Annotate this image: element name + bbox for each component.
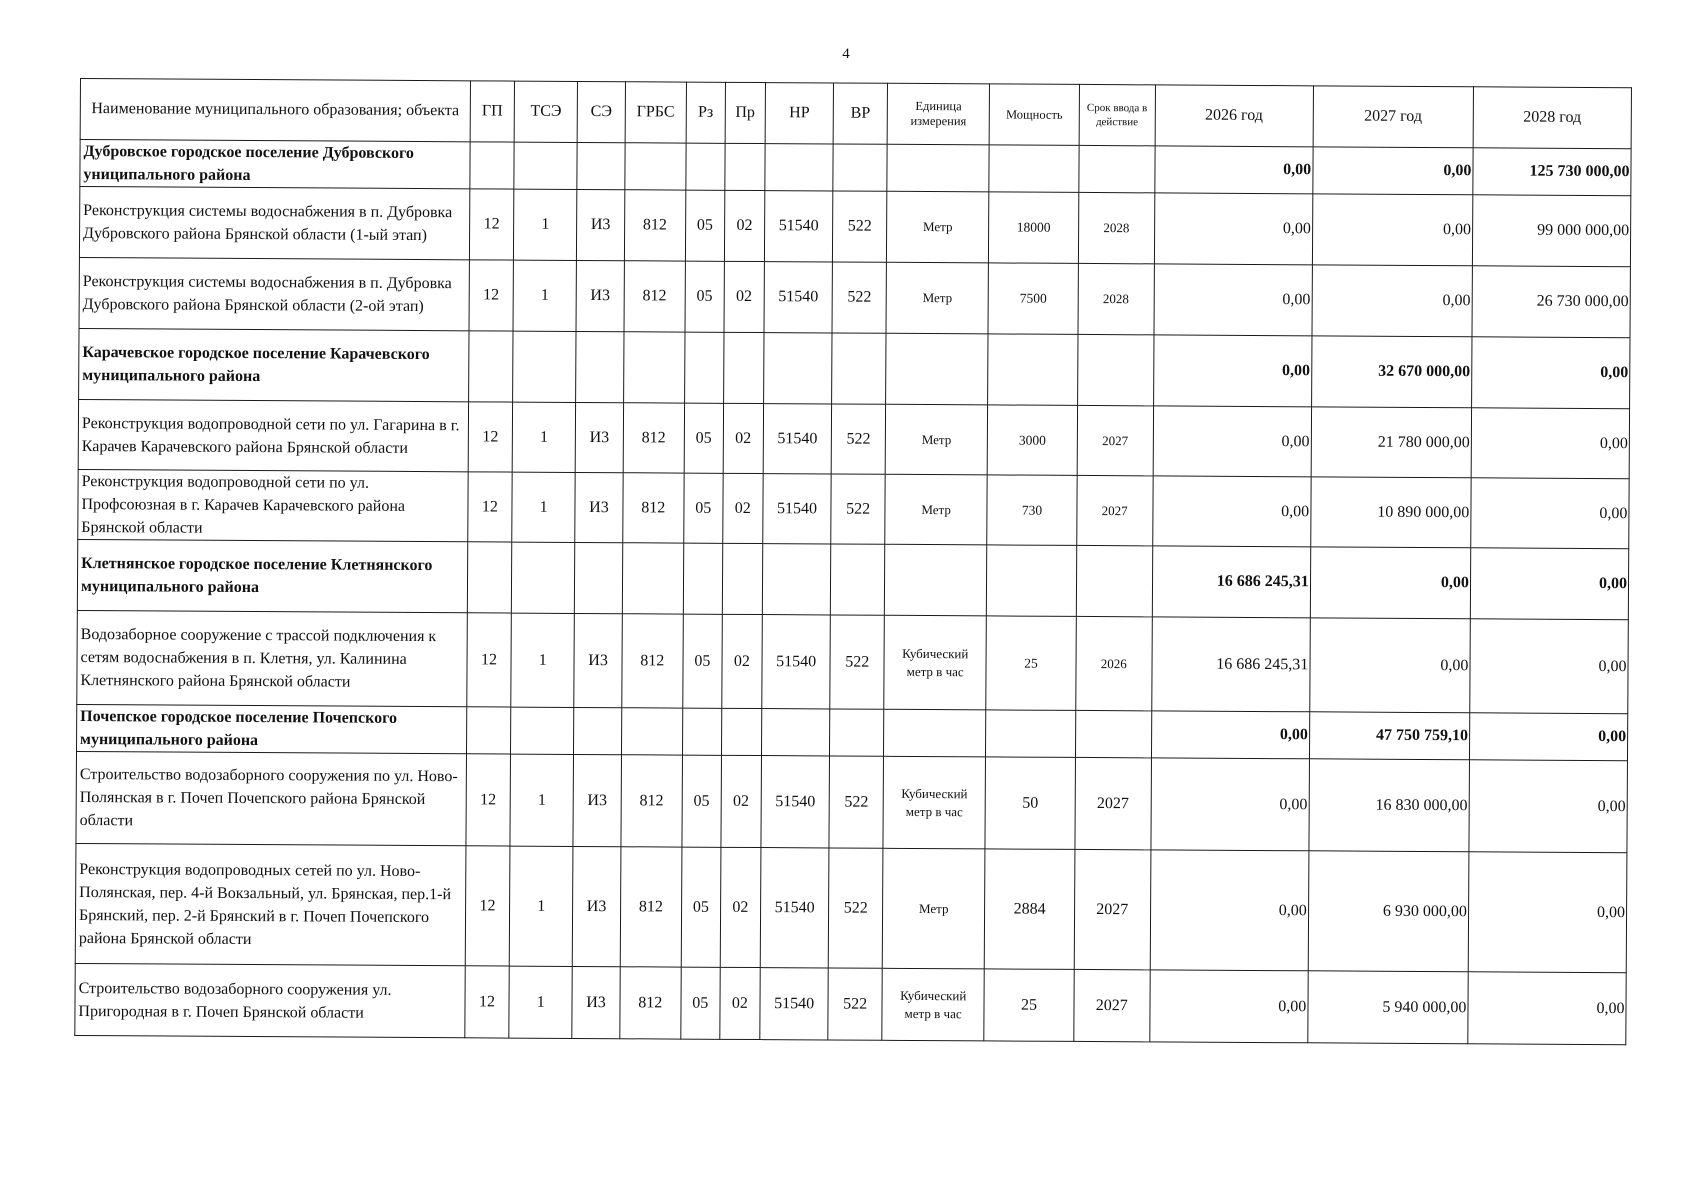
cell-se: И3 xyxy=(575,402,623,472)
cell-pr: 02 xyxy=(723,403,763,473)
table-row xyxy=(75,843,1627,972)
group-total-2028: 125 730 000,00 xyxy=(1473,148,1631,196)
group-total-2026: 0,00 xyxy=(1153,335,1311,407)
object-name: Реконструкция водопроводных сетей по ул. Ново-Полянская, пер. 4-й Вокзальный, ул. Брянская, пер.1-й Брянский, пер. 2-й Брянский в г. Почеп Почепского района Брянской области xyxy=(75,843,466,965)
header-term: Срок ввода в действие xyxy=(1079,84,1155,145)
table-row xyxy=(79,187,1630,267)
group-total-2027: 47 750 759,10 xyxy=(1309,712,1469,760)
cell-gp: 12 xyxy=(468,472,513,542)
cell-se: И3 xyxy=(573,754,621,846)
cell-tse: 1 xyxy=(512,472,576,542)
group-name: Карачевское городское поселение Карачевского муниципального района xyxy=(79,328,469,401)
group-total-2027: 0,00 xyxy=(1313,147,1473,195)
cell-term: 2027 xyxy=(1074,969,1150,1041)
object-name: Реконструкция системы водоснабжения в п. Дубровка Дубровского района Брянской области (2-ой этап) xyxy=(79,257,469,330)
cell-gp: 12 xyxy=(465,966,510,1038)
cell-tse: 1 xyxy=(514,189,578,260)
cell-2026: 0,00 xyxy=(1154,193,1312,265)
header-nr: НР xyxy=(765,83,834,144)
cell-2026: 0,00 xyxy=(1154,264,1312,336)
cell-pr: 02 xyxy=(723,473,763,543)
object-name: Реконструкция системы водоснабжения в п. Дубровка Дубровского района Брянской области (1-ый этап) xyxy=(79,187,469,260)
table-row xyxy=(75,963,1626,1044)
cell-rz: 05 xyxy=(682,755,722,847)
header-pr: Пр xyxy=(725,82,765,143)
cell-capacity: 25 xyxy=(984,969,1074,1042)
cell-grbs: 812 xyxy=(620,967,682,1039)
cell-gp: 12 xyxy=(469,260,514,331)
cell-unit: Кубический метр в час xyxy=(883,756,986,849)
header-grbs: ГРБС xyxy=(625,82,686,143)
cell-gp: 12 xyxy=(465,846,510,966)
cell-nr: 51540 xyxy=(762,615,831,709)
header-gp: ГП xyxy=(470,81,515,142)
cell-grbs: 812 xyxy=(624,190,686,261)
cell-2028: 0,00 xyxy=(1471,408,1630,479)
header-se: СЭ xyxy=(577,81,625,142)
cell-capacity: 50 xyxy=(985,757,1075,850)
cell-term: 2027 xyxy=(1077,475,1153,545)
cell-nr: 51540 xyxy=(764,191,833,262)
cell-capacity: 25 xyxy=(986,616,1076,711)
cell-tse: 1 xyxy=(512,402,576,472)
cell-2027: 16 830 000,00 xyxy=(1309,759,1470,852)
cell-unit: Кубический метр в час xyxy=(884,615,987,710)
group-total-2028: 0,00 xyxy=(1470,548,1629,620)
cell-rz: 05 xyxy=(684,403,723,473)
cell-tse: 1 xyxy=(509,846,573,966)
cell-gp: 12 xyxy=(467,613,512,707)
header-2028: 2028 год xyxy=(1473,87,1631,149)
table-row xyxy=(77,610,1629,713)
cell-2028: 0,00 xyxy=(1469,760,1628,853)
budget-table xyxy=(74,78,1632,1045)
object-name: Строительство водозаборного сооружения по ул. Ново-Полянская в г. Почеп Почепского района Брянской области xyxy=(76,751,466,845)
group-total-2026: 0,00 xyxy=(1151,711,1309,759)
header-name: Наименование муниципального образования; объекта xyxy=(80,79,470,142)
cell-nr: 51540 xyxy=(761,756,830,848)
cell-grbs: 812 xyxy=(623,403,685,473)
cell-term: 2027 xyxy=(1077,405,1153,475)
cell-tse: 1 xyxy=(510,754,574,846)
cell-2027: 6 930 000,00 xyxy=(1308,851,1469,972)
cell-vr: 522 xyxy=(832,262,886,333)
cell-pr: 02 xyxy=(724,261,764,332)
group-total-2028: 0,00 xyxy=(1469,713,1627,761)
cell-2026: 0,00 xyxy=(1150,850,1309,971)
cell-2026: 16 686 245,31 xyxy=(1151,617,1310,712)
cell-2027: 10 890 000,00 xyxy=(1310,477,1471,548)
cell-se: И3 xyxy=(573,846,621,966)
cell-2026: 0,00 xyxy=(1152,476,1310,547)
cell-pr: 02 xyxy=(724,190,764,261)
cell-gp: 12 xyxy=(466,754,511,846)
cell-term: 2028 xyxy=(1078,263,1154,334)
group-row xyxy=(79,328,1630,408)
cell-tse: 1 xyxy=(511,613,575,707)
cell-nr: 51540 xyxy=(760,968,829,1040)
header-2026: 2026 год xyxy=(1155,85,1313,147)
header-2027: 2027 год xyxy=(1313,86,1474,148)
table-row xyxy=(79,257,1630,337)
cell-vr: 522 xyxy=(828,968,882,1040)
cell-vr: 522 xyxy=(829,848,883,968)
cell-pr: 02 xyxy=(721,755,762,847)
cell-se: И3 xyxy=(572,966,620,1038)
object-name: Реконструкция водопроводной сети по ул. Профсоюзная в г. Карачев Карачевского района Брянской области xyxy=(78,469,468,541)
cell-capacity: 730 xyxy=(987,475,1077,546)
cell-vr: 522 xyxy=(830,615,884,709)
group-row xyxy=(77,539,1628,619)
cell-rz: 05 xyxy=(684,473,723,543)
cell-se: И3 xyxy=(575,472,623,542)
cell-tse: 1 xyxy=(509,966,573,1038)
cell-rz: 05 xyxy=(685,261,724,332)
cell-rz: 05 xyxy=(681,967,720,1039)
cell-rz: 05 xyxy=(685,190,724,261)
cell-2028: 0,00 xyxy=(1471,478,1630,549)
cell-grbs: 812 xyxy=(621,614,683,708)
cell-gp: 12 xyxy=(469,189,514,260)
group-total-2028: 0,00 xyxy=(1471,337,1630,409)
cell-2026: 0,00 xyxy=(1151,758,1310,851)
cell-2028: 99 000 000,00 xyxy=(1472,195,1631,267)
cell-pr: 02 xyxy=(720,847,761,967)
cell-unit: Кубический метр в час xyxy=(882,968,985,1041)
object-name: Строительство водозаборного сооружения ул. Пригородная в г. Почеп Брянской области xyxy=(75,963,465,1037)
cell-2028: 0,00 xyxy=(1470,619,1629,714)
cell-nr: 51540 xyxy=(763,474,832,544)
group-name: Почепское городское поселение Почепского муниципального района xyxy=(77,704,467,753)
cell-2028: 0,00 xyxy=(1468,972,1627,1045)
cell-term: 2027 xyxy=(1075,757,1151,849)
cell-unit: Метр xyxy=(882,848,985,969)
cell-2027: 0,00 xyxy=(1312,194,1473,266)
group-name: Клетнянское городское поселение Клетнянского муниципального района xyxy=(77,539,467,612)
cell-vr: 522 xyxy=(829,756,883,848)
cell-term: 2026 xyxy=(1076,616,1152,710)
group-total-2027: 0,00 xyxy=(1310,547,1471,619)
page-number: 4 xyxy=(842,46,850,62)
object-name: Водозаборное сооружение с трассой подключения к сетям водоснабжения в п. Клетня, ул. Калинина Клетнянского района Брянской области xyxy=(77,610,467,706)
header-rz: Рз xyxy=(686,82,725,143)
cell-2026: 0,00 xyxy=(1149,970,1307,1043)
cell-vr: 522 xyxy=(831,404,885,474)
header-capacity: Мощность xyxy=(989,84,1079,146)
cell-capacity: 18000 xyxy=(989,192,1079,264)
cell-unit: Метр xyxy=(886,262,989,334)
cell-2027: 5 940 000,00 xyxy=(1308,971,1469,1044)
cell-grbs: 812 xyxy=(622,473,684,543)
cell-term: 2027 xyxy=(1074,849,1151,969)
header-row xyxy=(80,79,1631,149)
cell-unit: Метр xyxy=(885,474,988,545)
cell-capacity: 3000 xyxy=(987,405,1077,476)
cell-grbs: 812 xyxy=(621,755,683,847)
cell-term: 2028 xyxy=(1078,192,1154,263)
cell-2028: 0,00 xyxy=(1468,852,1627,973)
header-tse: ТСЭ xyxy=(514,81,578,142)
cell-capacity: 7500 xyxy=(988,263,1078,335)
cell-unit: Метр xyxy=(886,191,989,263)
group-total-2027: 32 670 000,00 xyxy=(1311,336,1472,408)
cell-grbs: 812 xyxy=(620,847,682,967)
table-row xyxy=(78,399,1629,478)
cell-unit: Метр xyxy=(885,404,988,475)
cell-nr: 51540 xyxy=(764,262,833,333)
table-row xyxy=(78,469,1629,548)
cell-tse: 1 xyxy=(513,260,577,331)
cell-rz: 05 xyxy=(683,614,723,708)
cell-vr: 522 xyxy=(833,191,887,262)
cell-capacity: 2884 xyxy=(984,849,1074,970)
cell-pr: 02 xyxy=(720,967,760,1039)
table-row xyxy=(76,751,1628,852)
cell-grbs: 812 xyxy=(624,261,686,332)
cell-nr: 51540 xyxy=(760,848,829,968)
cell-se: И3 xyxy=(574,613,622,707)
cell-2027: 21 780 000,00 xyxy=(1311,407,1472,478)
group-total-2026: 0,00 xyxy=(1155,146,1313,194)
group-name: Дубровское городское поселение Дубровского униципального района xyxy=(80,140,470,189)
cell-vr: 522 xyxy=(831,474,885,544)
header-vr: ВР xyxy=(833,83,887,144)
cell-2026: 0,00 xyxy=(1153,406,1311,477)
cell-pr: 02 xyxy=(722,614,763,708)
object-name: Реконструкция водопроводной сети по ул. Гагарина в г. Карачев Карачевского района Брянской области xyxy=(78,399,468,471)
cell-se: И3 xyxy=(577,189,625,260)
group-total-2026: 16 686 245,31 xyxy=(1152,546,1310,618)
cell-nr: 51540 xyxy=(763,404,832,474)
cell-gp: 12 xyxy=(468,402,513,472)
header-unit: Единица измерения xyxy=(887,83,990,145)
cell-2027: 0,00 xyxy=(1312,265,1473,337)
cell-2027: 0,00 xyxy=(1309,618,1470,713)
cell-se: И3 xyxy=(576,260,624,331)
cell-rz: 05 xyxy=(681,847,721,967)
cell-2028: 26 730 000,00 xyxy=(1472,266,1631,338)
